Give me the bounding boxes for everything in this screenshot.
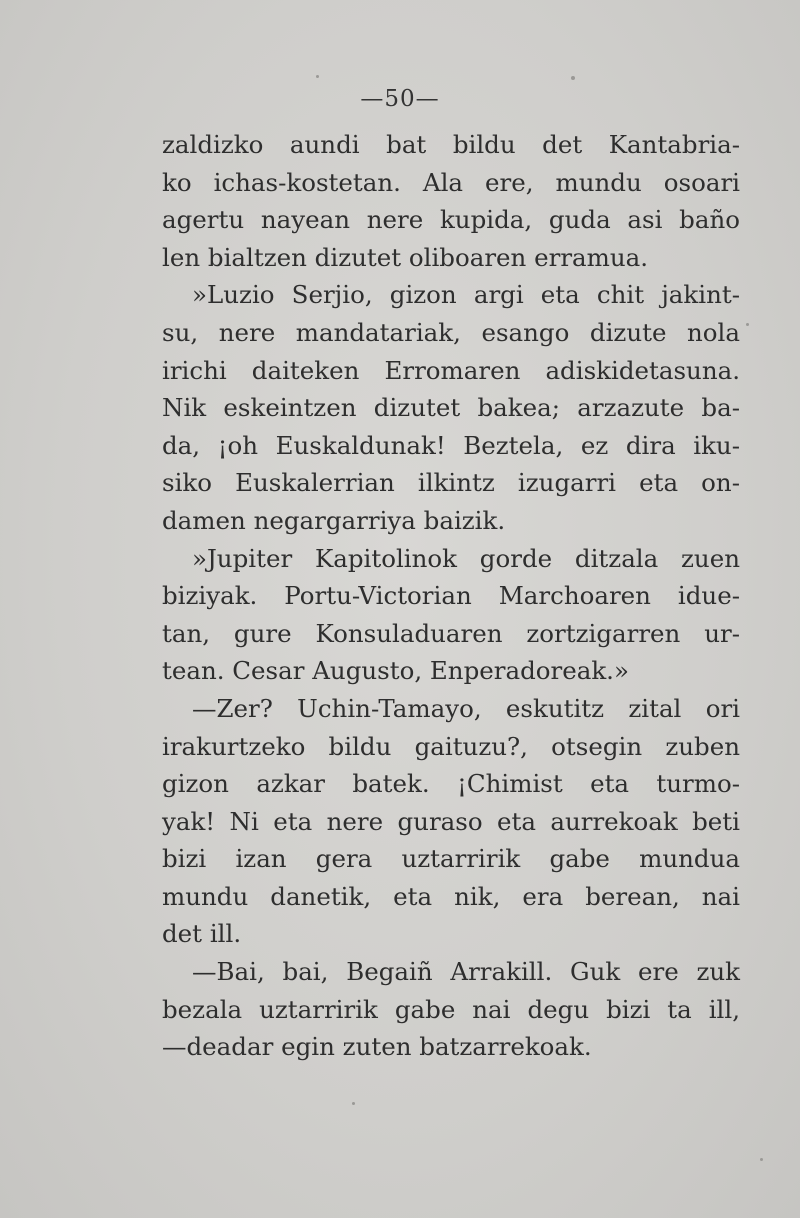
page-number: —50— [360, 86, 440, 112]
text-line: »Jupiter Kapitolinok gorde ditzala zuen [192, 543, 740, 573]
text-line: mundu danetik, eta nik, era berean, nai [162, 881, 740, 911]
text-line: tan, gure Konsuladuaren zortzigarren ur- [162, 618, 740, 648]
text-line: tean. Cesar Augusto, Enperadoreak.» [162, 656, 629, 686]
text-line: ko ichas-kostetan. Ala ere, mundu osoari [162, 167, 740, 197]
text-line: gizon azkar batek. ¡Chimist eta turmo- [162, 769, 740, 799]
paper-speck [571, 76, 575, 80]
text-line: yak! Ni eta nere guraso eta aurrekoak beti [162, 806, 740, 836]
paper-speck [352, 1102, 355, 1105]
text-line: —Bai, bai, Begaiñ Arrakill. Guk ere zuk [192, 957, 740, 987]
text-line: det ill. [162, 919, 242, 949]
text-line: siko Euskalerrian ilkintz izugarri eta on- [162, 468, 740, 498]
text-line: Nik eskeintzen dizutet bakea; arzazute ba- [162, 393, 740, 423]
paper-speck [746, 323, 749, 326]
text-line: —deadar egin zuten batzarrekoak. [162, 1032, 592, 1062]
text-line: da, ¡oh Euskaldunak! Beztela, ez dira iku- [162, 430, 740, 460]
text-line: —Zer? Uchin-Tamayo, eskutitz zital ori [192, 693, 740, 723]
body-text [162, 126, 740, 1066]
text-line: irakurtzeko bildu gaituzu?, otsegin zuben [162, 731, 740, 761]
text-line: damen negargarriya baizik. [162, 505, 506, 535]
text-line: »Luzio Serjio, gizon argi eta chit jakint- [192, 280, 740, 310]
text-line: bizi izan gera uztarririk gabe mundua [162, 844, 740, 874]
text-line: zaldizko aundi bat bildu det Kantabria- [162, 130, 740, 159]
paper-speck [316, 75, 319, 78]
text-line: biziyak. Portu-Victorian Marchoaren idue- [162, 581, 740, 611]
text-line: irichi daiteken Erromaren adiskidetasuna. [162, 355, 740, 385]
text-line: su, nere mandatariak, esango dizute nola [162, 317, 740, 347]
text-line: agertu nayean nere kupida, guda asi baño [162, 205, 740, 235]
text-line: len bialtzen dizutet oliboaren erramua. [162, 242, 649, 272]
text-line: bezala uztarririk gabe nai degu bizi ta ill, [162, 994, 740, 1024]
paper-speck [760, 1158, 763, 1161]
